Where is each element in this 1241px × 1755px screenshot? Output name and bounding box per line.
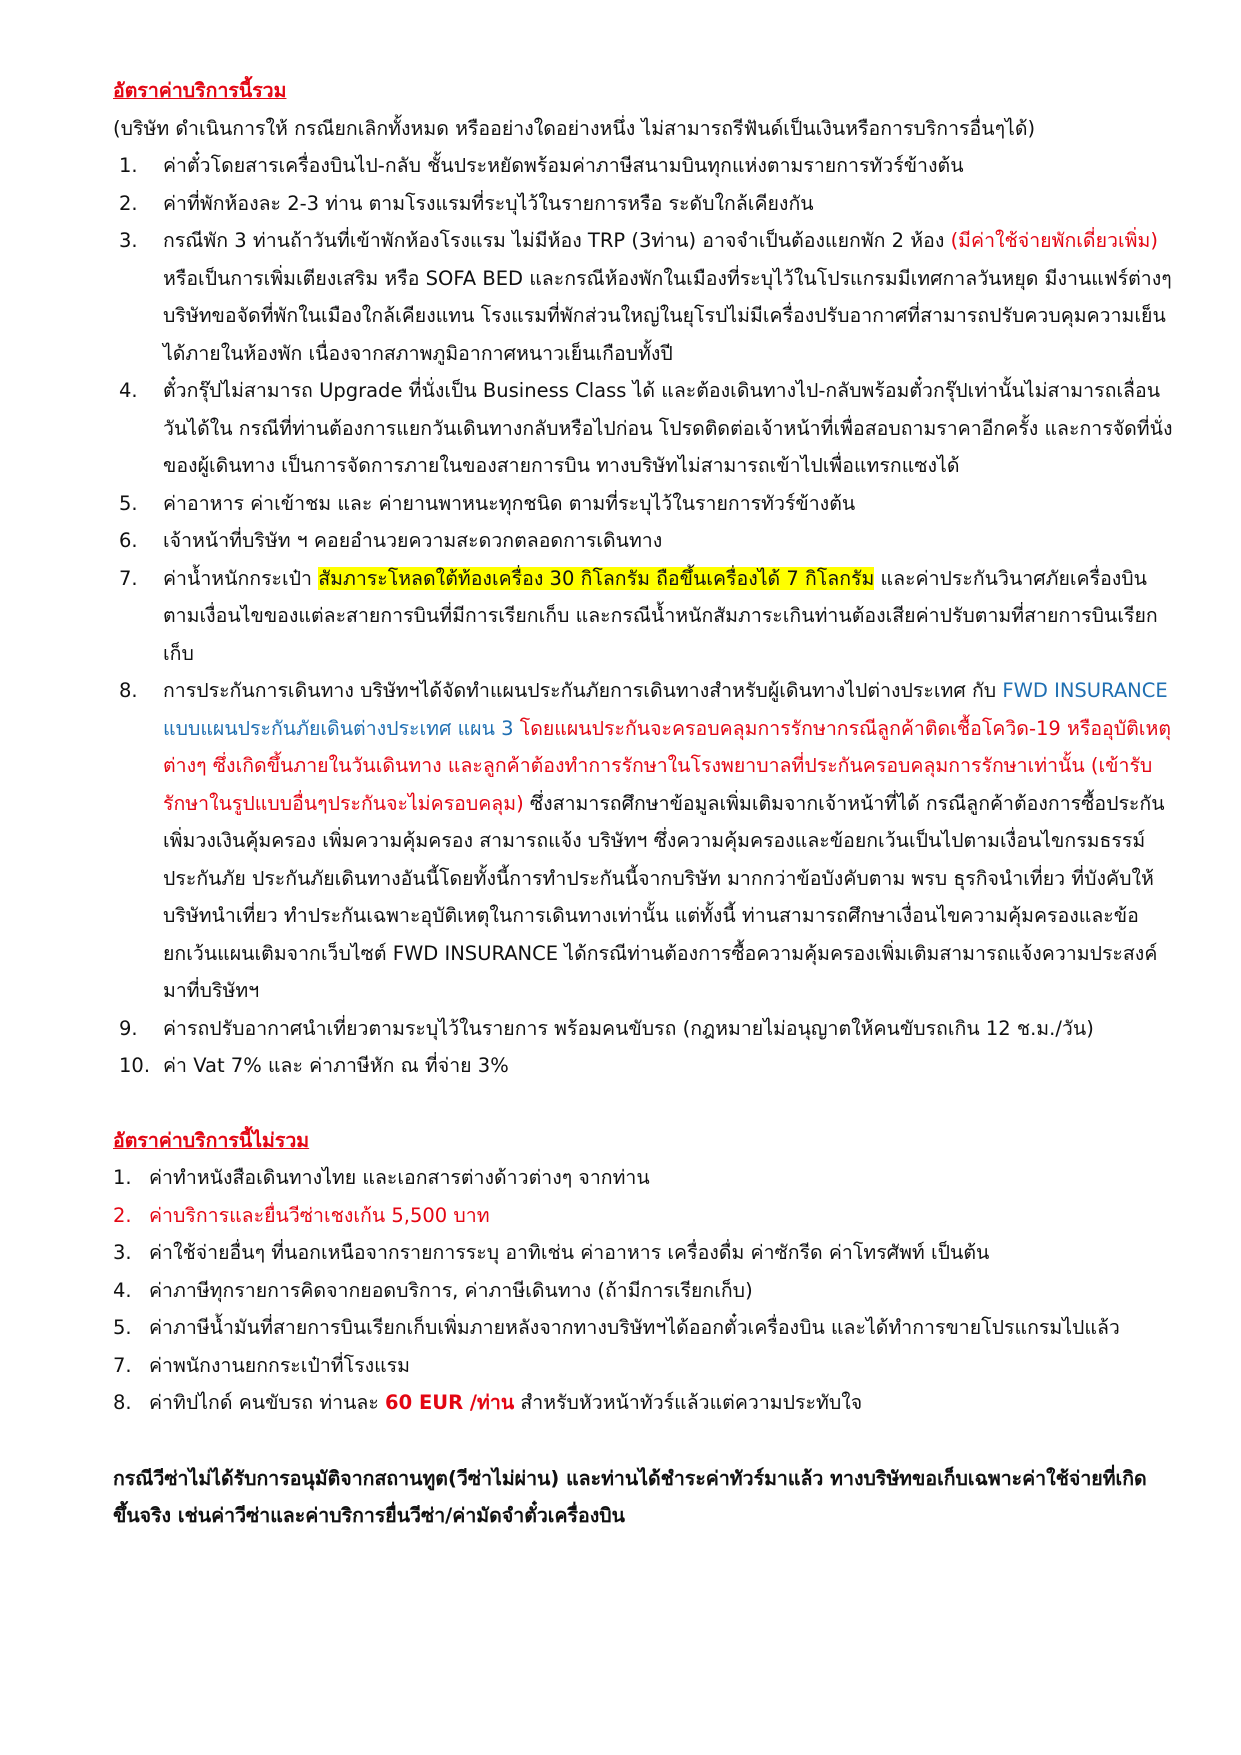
list-item: [113, 147, 1173, 185]
item-text: ค่ารถปรับอากาศนำเที่ยวตามระบุไว้ในรายการ พร้อมคนขับรถ (กฎหมายไม่อนุญาตให้คนขับรถเกิน 12 ช.ม./วัน): [163, 1016, 1094, 1040]
item-number: 5.: [119, 491, 138, 515]
single-supplement-note: (มีค่าใช้จ่ายพักเดี่ยวเพิ่ม): [950, 229, 1158, 252]
baggage-allowance-highlight: สัมภาระโหลดใต้ท้องเครื่อง 30 กิโลกรัม ถือขึ้นเครื่องได้ 7 กิโลกรัม: [318, 566, 875, 590]
list-item: [113, 1010, 1173, 1048]
item-number: 1.: [119, 154, 138, 177]
list-item: [113, 672, 1173, 1010]
item-text: ค่าตั๋วโดยสารเครื่องบินไป-กลับ ชั้นประหยัดพร้อมค่าภาษีสนามบินทุกแห่งตามรายการทัวร์ข้างต้น: [163, 154, 964, 177]
item-number: 2.: [119, 191, 138, 215]
list-item: [113, 372, 1173, 485]
list-item: [113, 1272, 1173, 1310]
item-number: 8.: [113, 1391, 132, 1414]
item-text: ค่าใช้จ่ายอื่นๆ ที่นอกเหนือจากรายการระบุ อาทิเช่น ค่าอาหาร เครื่องดื่ม ค่าซักรีด ค่าโทรศัพท์ เป็นต้น: [149, 1241, 990, 1264]
item-text: ค่าอาหาร ค่าเข้าชม และ ค่ายานพาหนะทุกชนิด ตามที่ระบุไว้ในรายการทัวร์ข้างต้น: [163, 491, 856, 515]
item-text: ค่าทำหนังสือเดินทางไทย และเอกสารต่างด้าวต่างๆ จากท่าน: [149, 1166, 650, 1189]
insurance-coverage-note: โดยแผนประกันจะครอบคลุมการรักษากรณีลูกค้าติดเชื้อโควิด-19 หรืออุบัติเหตุต่างๆ ซึ่งเกิดขึ้นภายในวันเดินทาง และลูกค้าต้องทำการรักษาในโรงพยาบาลที่ประกันครอบคลุมการรักษาเท่านั้น (เข้ารับรักษาในรูปแบบอื่นๆประกันจะไม่ครอบคลุม): [163, 716, 1171, 815]
item-number: 7.: [119, 566, 138, 590]
document-page: [113, 72, 1173, 1535]
item-text: ค่าทิปไกด์ คนขับรถ ท่านละ: [149, 1391, 386, 1414]
item-text: ค่าน้ำหนักกระเป๋า: [163, 566, 319, 590]
section-spacer: [113, 1085, 1173, 1122]
item-number: 9.: [119, 1016, 138, 1040]
item-text: ค่าพนักงานยกกระเป๋าที่โรงแรม: [149, 1353, 410, 1377]
tip-amount: 60 EUR /ท่าน: [385, 1391, 515, 1414]
item-text: ค่าที่พักห้องละ 2-3 ท่าน ตามโรงแรมที่ระบุไว้ในรายการหรือ ระดับใกล้เคียงกัน: [163, 191, 814, 215]
item-text: ค่า Vat 7% และ ค่าภาษีหัก ณ ที่จ่าย 3%: [163, 1054, 509, 1077]
excluded-list: [113, 1159, 1173, 1422]
excluded-title: อัตราค่าบริการนี้ไม่รวม: [113, 1128, 310, 1152]
item-number: 10.: [119, 1054, 151, 1077]
list-item: [113, 522, 1173, 560]
item-number: 3.: [119, 229, 138, 252]
list-item: [113, 1159, 1173, 1197]
list-item: [113, 1234, 1173, 1272]
item-number: 4.: [119, 379, 138, 402]
item-text: ค่าภาษีทุกรายการคิดจากยอดบริการ, ค่าภาษีเดินทาง (ถ้ามีการเรียกเก็บ): [149, 1278, 753, 1302]
list-item: [113, 560, 1173, 673]
item-text: สำหรับหัวหน้าทัวร์แล้วแต่ความประทับใจ: [514, 1391, 863, 1414]
item-text: ค่าบริการและยื่นวีซ่าเชงเก้น 5,500 บาท: [149, 1203, 490, 1227]
included-list: [113, 147, 1173, 1085]
item-text: และค่าประกันวินาศภัยเครื่องบินตามเงื่อนไขของแต่ละสายการบินที่มีการเรียกเก็บ และกรณีน้ำหนักสัมภาระเกินท่านต้องเสียค่าปรับตามที่สายการบินเรียกเก็บ: [163, 566, 1158, 665]
item-number: 1.: [113, 1166, 132, 1189]
list-item: [113, 485, 1173, 523]
item-number: 3.: [113, 1241, 132, 1264]
item-text: หรือเป็นการเพิ่มเตียงเสริม หรือ SOFA BED และกรณีห้องพักในเมืองที่ระบุไว้ในโปรแกรมมีเทศกาลวันหยุด มีงานแฟร์ต่างๆ บริษัทขอจัดที่พักในเมืองใกล้เคียงแทน โรงแรมที่พักส่วนใหญ่ในยุโรปไม่มีเครื่องปรับอากาศที่สามารถปรับควบคุมความเย็นได้ภายในห้องพัก เนื่องจากสภาพภูมิอากาศหนาวเย็นเกือบทั้งปี: [163, 266, 1172, 365]
item-text: ตั๋วกรุ๊ปไม่สามารถ Upgrade ที่นั่งเป็น Business Class ได้ และต้องเดินทางไป-กลับพร้อมตั๋วกรุ๊ปเท่านั้นไม่สามารถเลื่อนวันได้ใน กรณีที่ท่านต้องการแยกวันเดินทางกลับหรือไปก่อน โปรดติดต่อเจ้าหน้าที่เพื่อสอบถามราคาอีกครั้ง และการจัดที่นั่งของผู้เดินทาง เป็นการจัดการภายในของสายการบิน ทางบริษัทไม่สามารถเข้าไปเพื่อแทรกแซงได้: [163, 379, 1173, 477]
included-title: อัตราค่าบริการนี้รวม: [113, 79, 287, 102]
item-number: 4.: [113, 1278, 132, 1302]
list-item: [113, 1309, 1173, 1347]
list-item: [113, 1197, 1173, 1235]
item-text: การประกันการเดินทาง บริษัทฯได้จัดทำแผนประกันภัยการเดินทางสำหรับผู้เดินทางไปต่างประเทศ กับ: [163, 679, 1003, 702]
section-spacer: [113, 1422, 1173, 1460]
item-text: ซึ่งสามารถศึกษาข้อมูลเพิ่มเติมจากเจ้าหน้าที่ได้ กรณีลูกค้าต้องการซื้อประกันเพิ่มวงเงินคุ้มครอง เพิ่มความคุ้มครอง สามารถแจ้ง บริษัทฯ ซึ่งความคุ้มครองและข้อยกเว้นเป็นไปตามเงื่อนไขกรมธรรม์ประกันภัย ประกันภัยเดินทางอันนี้โดยทั้งนี้การทำประกันนี้จากบริษัท มากกว่าข้อบังคับตาม พรบ ธุรกิจนำเที่ยว ที่บังคับให้บริษัทนำเที่ยว ทำประกันเฉพาะอุบัติเหตุในการเดินทางเท่านั้น แต่ทั้งนี้ ท่านสามารถศึกษาเงื่อนไขความคุ้มครองและข้อยกเว้นแผนเติมจากเว็บไซต์ FWD INSURANCE ได้กรณีท่านต้องการซื้อความคุ้มครองเพิ่มเติมสามารถแจ้งความประสงค์มาที่บริษัทฯ: [163, 791, 1165, 1002]
list-item: [113, 1384, 1173, 1422]
visa-rejection-note: กรณีวีซ่าไม่ได้รับการอนุมัติจากสถานทูต(วีซ่าไม่ผ่าน) และท่านได้ชำระค่าทัวร์มาแล้ว ทางบริษัทขอเก็บเฉพาะค่าใช้จ่ายที่เกิดขึ้นจริง เช่นค่าวีซ่าและค่าบริการยื่นวีซ่า/ค่ามัดจำตั๋วเครื่องบิน: [113, 1466, 1147, 1527]
list-item: [113, 1047, 1173, 1085]
list-item: [113, 222, 1173, 372]
item-text: กรณีพัก 3 ท่านถ้าวันที่เข้าพักห้องโรงแรม ไม่มีห้อง TRP (3ท่าน) อาจจำเป็นต้องแยกพัก 2 ห้อง: [163, 229, 951, 252]
item-number: 2.: [113, 1203, 132, 1227]
insurance-plan-name: FWD INSURANCE แบบแผนประกันภัยเดินต่างประเทศ แผน 3: [163, 679, 1168, 740]
item-number: 6.: [119, 529, 138, 552]
item-number: 8.: [119, 679, 138, 702]
item-number: 5.: [113, 1316, 132, 1339]
list-item: [113, 1347, 1173, 1385]
list-item: [113, 185, 1173, 223]
included-intro: (บริษัท ดำเนินการให้ กรณียกเลิกทั้งหมด หรืออย่างใดอย่างหนึ่ง ไม่สามารถรีฟันด์เป็นเงินหรือการบริการอื่นๆได้): [113, 116, 1036, 140]
item-number: 7.: [113, 1353, 132, 1377]
item-text: ค่าภาษีน้ำมันที่สายการบินเรียกเก็บเพิ่มภายหลังจากทางบริษัทฯได้ออกตั๋วเครื่องบิน และได้ทำการขายโปรแกรมไปแล้ว: [149, 1316, 1120, 1339]
item-text: เจ้าหน้าที่บริษัท ฯ คอยอำนวยความสะดวกตลอดการเดินทาง: [163, 529, 663, 552]
